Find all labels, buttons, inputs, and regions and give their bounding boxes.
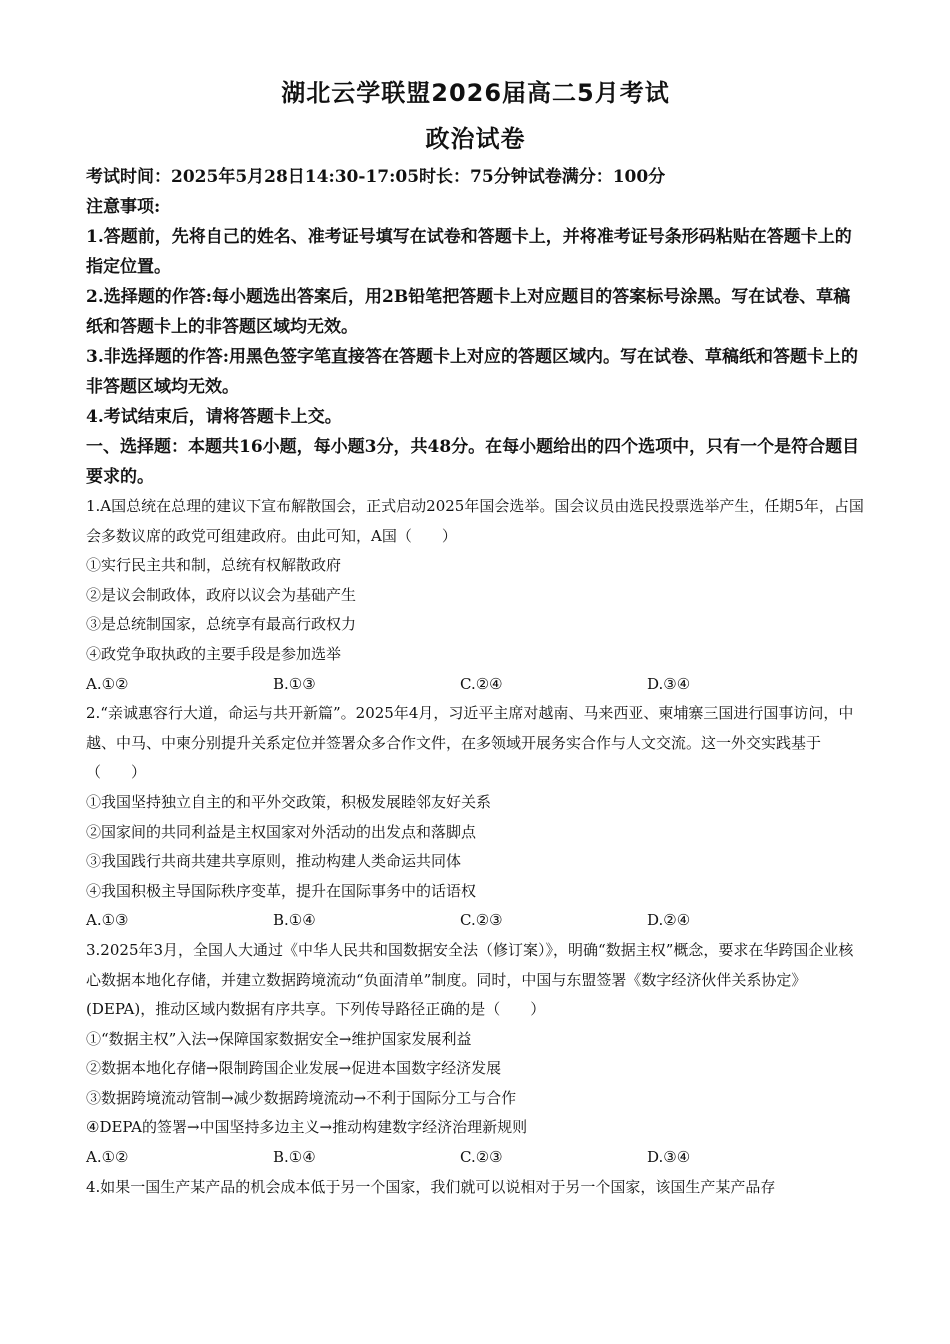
choice-c: C.②③ (460, 911, 503, 930)
choice-a: A.①② (86, 674, 129, 693)
question-option: ③我国践行共商共建共享原则，推动构建人类命运共同体 (86, 852, 462, 871)
question-3 (86, 936, 865, 1173)
note-item-2: 2.选择题的作答:每小题选出答案后，用2B铅笔把答题卡上对应题目的答案标号涂黑。写在试卷、草稿纸和答题卡上的非答题区域均无效。 (86, 287, 851, 337)
exam-info: 考试时间：2025年5月28日14:30-17:05时长：75分钟试卷满分：100分 (86, 167, 666, 187)
note-item-3: 3.非选择题的作答:用黑色签字笔直接答在答题卡上对应的答题区域内。写在试卷、草稿纸和答题卡上的非答题区域均无效。 (86, 347, 859, 397)
choice-a: A.①② (86, 1148, 129, 1167)
answer-choices (86, 906, 865, 936)
question-2 (86, 699, 865, 936)
note-item-4: 4.考试结束后，请将答题卡上交。 (86, 407, 342, 427)
question-1 (86, 492, 865, 699)
question-option: ③数据跨境流动管制→减少数据跨境流动→不利于国际分工与合作 (86, 1088, 517, 1107)
choice-d: D.③④ (647, 674, 691, 693)
section-heading: 一、选择题：本题共16小题，每小题3分，共48分。在每小题给出的四个选项中，只有一个是符合题目要求的。 (86, 437, 860, 487)
question-option: ③是总统制国家，总统享有最高行政权力 (86, 615, 357, 634)
question-option: ①“数据主权”入法→保障国家数据安全→维护国家发展利益 (86, 1029, 472, 1048)
question-option: ①实行民主共和制，总统有权解散政府 (86, 556, 342, 575)
choice-b: B.①④ (273, 911, 316, 930)
choice-a: A.①③ (86, 911, 129, 930)
choice-d: D.③④ (647, 1148, 691, 1167)
choice-b: B.①③ (273, 674, 316, 693)
question-stem: 1.A国总统在总理的建议下宣布解散国会，正式启动2025年国会选举。国会议员由选民投票选举产生，任期5年，占国会多数议席的政党可组建政府。由此可知，A国（ ） (86, 497, 864, 545)
question-4 (86, 1173, 865, 1203)
question-option: ②数据本地化存储→限制跨国企业发展→促进本国数字经济发展 (86, 1059, 502, 1078)
question-stem: 2.“亲诚惠容行大道，命运与共开新篇”。2025年4月，习近平主席对越南、马来西亚、柬埔寨三国进行国事访问，中越、中马、中柬分别提升关系定位并签署众多合作文件，在多领域开展务实合作与人文交流。这一外交实践基于（ ） (86, 704, 854, 782)
question-stem: 3.2025年3月，全国人大通过《中华人民共和国数据安全法（修订案）》，明确“数据主权”概念，要求在华跨国企业核心数据本地化存储，并建立数据跨境流动“负面清单”制度。同时，中国与东盟签署《数字经济伙伴关系协定》(DEPA)，推动区域内数据有序共享。下列传导路径正确的是（ ） (86, 940, 854, 1019)
choice-b: B.①④ (273, 1148, 316, 1167)
question-option: ②国家间的共同利益是主权国家对外活动的出发点和落脚点 (86, 822, 477, 841)
question-option: ④我国积极主导国际秩序变革，提升在国际事务中的话语权 (86, 881, 477, 900)
note-item-1: 1.答题前，先将自己的姓名、准考证号填写在试卷和答题卡上，并将准考证号条形码粘贴在答题卡上的指定位置。 (86, 227, 852, 277)
question-option: ①我国坚持独立自主的和平外交政策，积极发展睦邻友好关系 (86, 792, 492, 811)
answer-choices (86, 1143, 865, 1173)
question-option: ④DEPA的签署→中国坚持多边主义→推动构建数字经济治理新规则 (86, 1118, 528, 1137)
notes-heading: 注意事项: (86, 197, 161, 217)
page-subtitle: 政治试卷 (425, 125, 526, 153)
choice-d: D.②④ (647, 911, 691, 930)
page-title: 湖北云学联盟2026届高二5月考试 (281, 79, 670, 107)
question-stem: 4.如果一国生产某产品的机会成本低于另一个国家，我们就可以说相对于另一个国家，该国生产某产品存 (86, 1177, 776, 1196)
question-option: ④政党争取执政的主要手段是参加选举 (86, 644, 342, 663)
question-option: ②是议会制政体，政府以议会为基础产生 (86, 585, 357, 604)
choice-c: C.②④ (460, 674, 503, 693)
answer-choices (86, 670, 865, 700)
choice-c: C.②③ (460, 1148, 503, 1167)
